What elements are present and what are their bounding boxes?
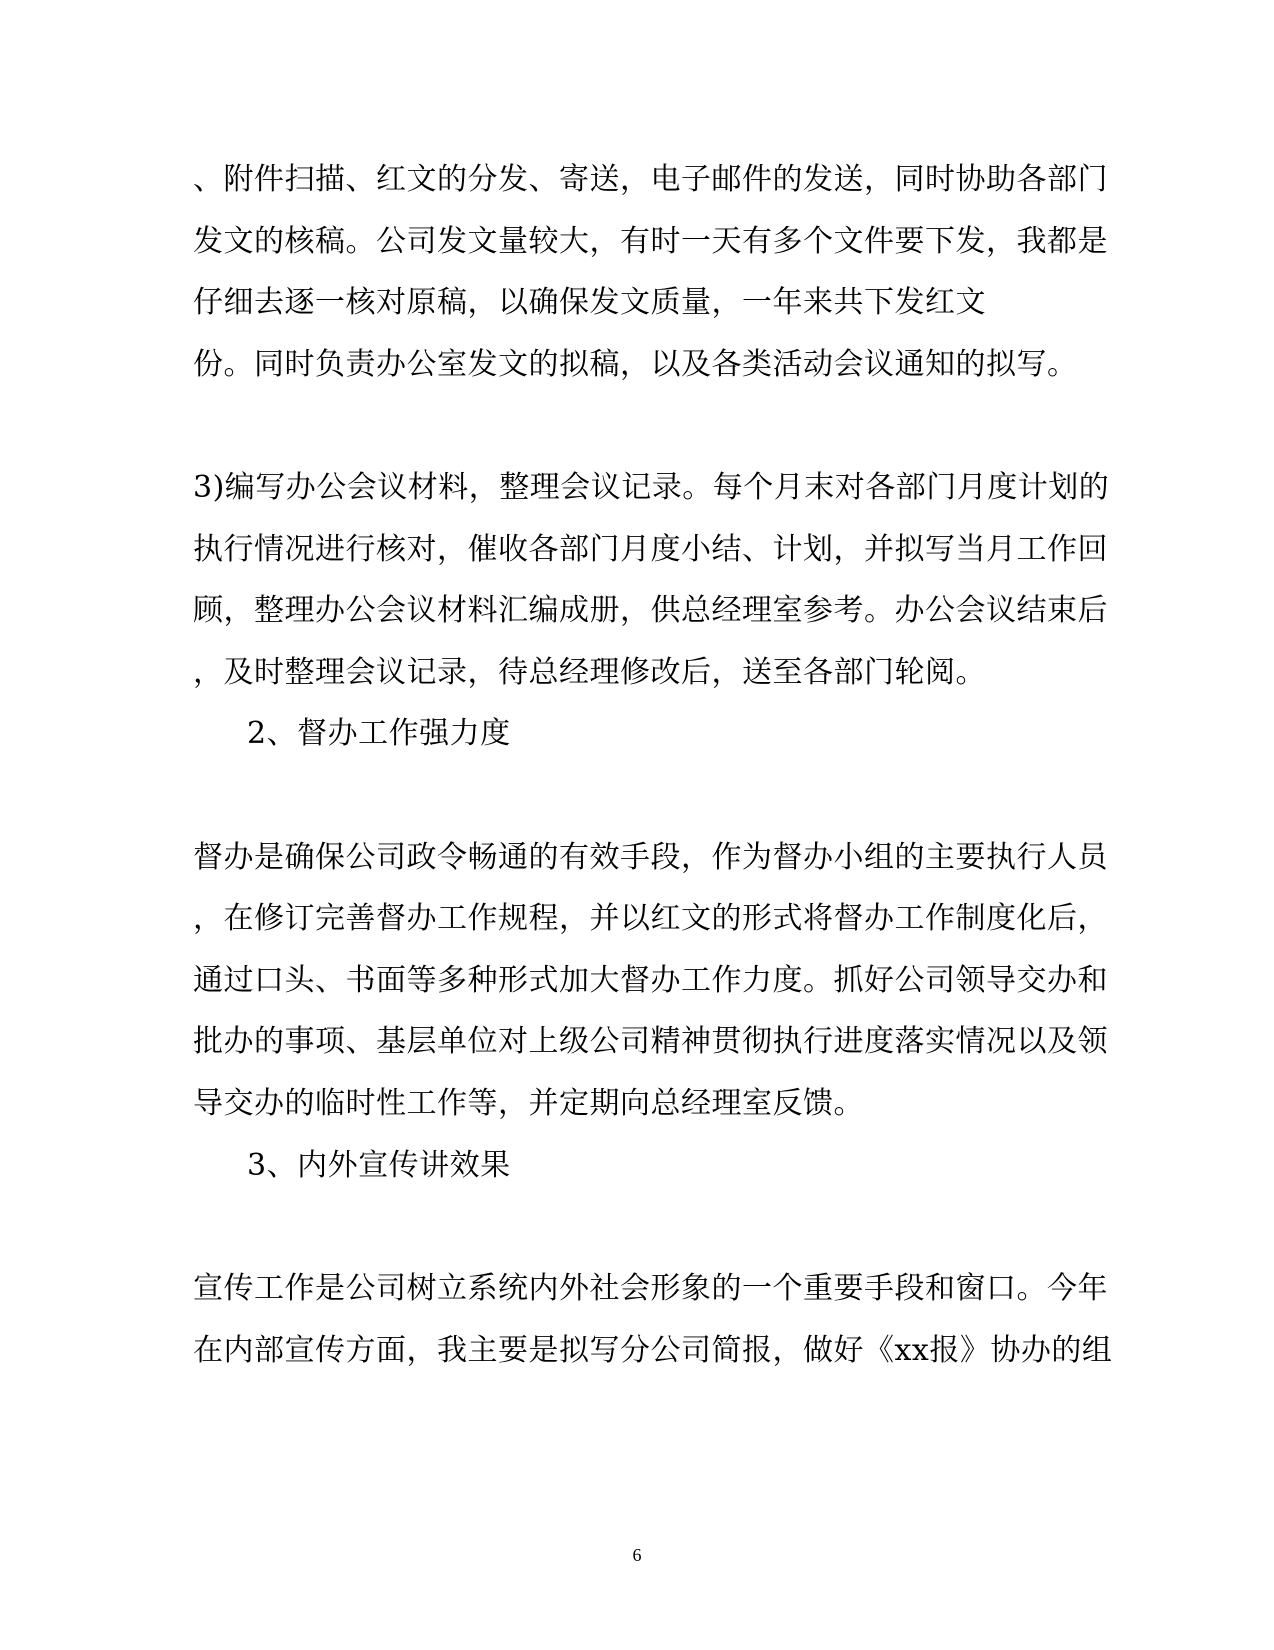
section-heading: 2、督办工作强力度 [247, 716, 511, 751]
text-line: 发文的核稿。公司发文量较大，有时一天有多个文件要下发，我都是 [193, 224, 1108, 259]
text-line: 通过口头、书面等多种形式加大督办工作力度。抓好公司领导交办和 [193, 963, 1108, 998]
text-line: 、附件扫描、红文的分发、寄送，电子邮件的发送，同时协助各部门 [193, 162, 1108, 197]
text-line: ，及时整理会议记录，待总经理修改后，送至各部门轮阅。 [193, 655, 986, 690]
section-heading: 3、内外宣传讲效果 [247, 1148, 511, 1183]
text-line: 3)编写办公会议材料，整理会议记录。每个月末对各部门月度计划的 [193, 470, 1110, 505]
text-line: 宣传工作是公司树立系统内外社会形象的一个重要手段和窗口。今年 [193, 1271, 1108, 1306]
text-line: 执行情况进行核对，催收各部门月度小结、计划，并拟写当月工作回 [193, 532, 1108, 567]
text-line: 批办的事项、基层单位对上级公司精神贯彻执行进度落实情况以及领 [193, 1024, 1108, 1059]
text-line: 顾，整理办公会议材料汇编成册，供总经理室参考。办公会议结束后 [193, 593, 1108, 628]
text-line: ，在修订完善督办工作规程，并以红文的形式将督办工作制度化后， [193, 901, 1108, 936]
page-number: 6 [632, 1545, 642, 1565]
text-line: 仔细去逐一核对原稿，以确保发文质量，一年来共下发红文 [193, 285, 986, 320]
text-line: 督办是确保公司政令畅通的有效手段，作为督办小组的主要执行人员 [193, 840, 1108, 875]
text-line: 导交办的临时性工作等，并定期向总经理室反馈。 [193, 1086, 864, 1121]
text-line: 在内部宣传方面，我主要是拟写分公司简报，做好《xx报》协办的组 [193, 1333, 1113, 1368]
text-line: 份。同时负责办公室发文的拟稿，以及各类活动会议通知的拟写。 [193, 347, 1078, 382]
